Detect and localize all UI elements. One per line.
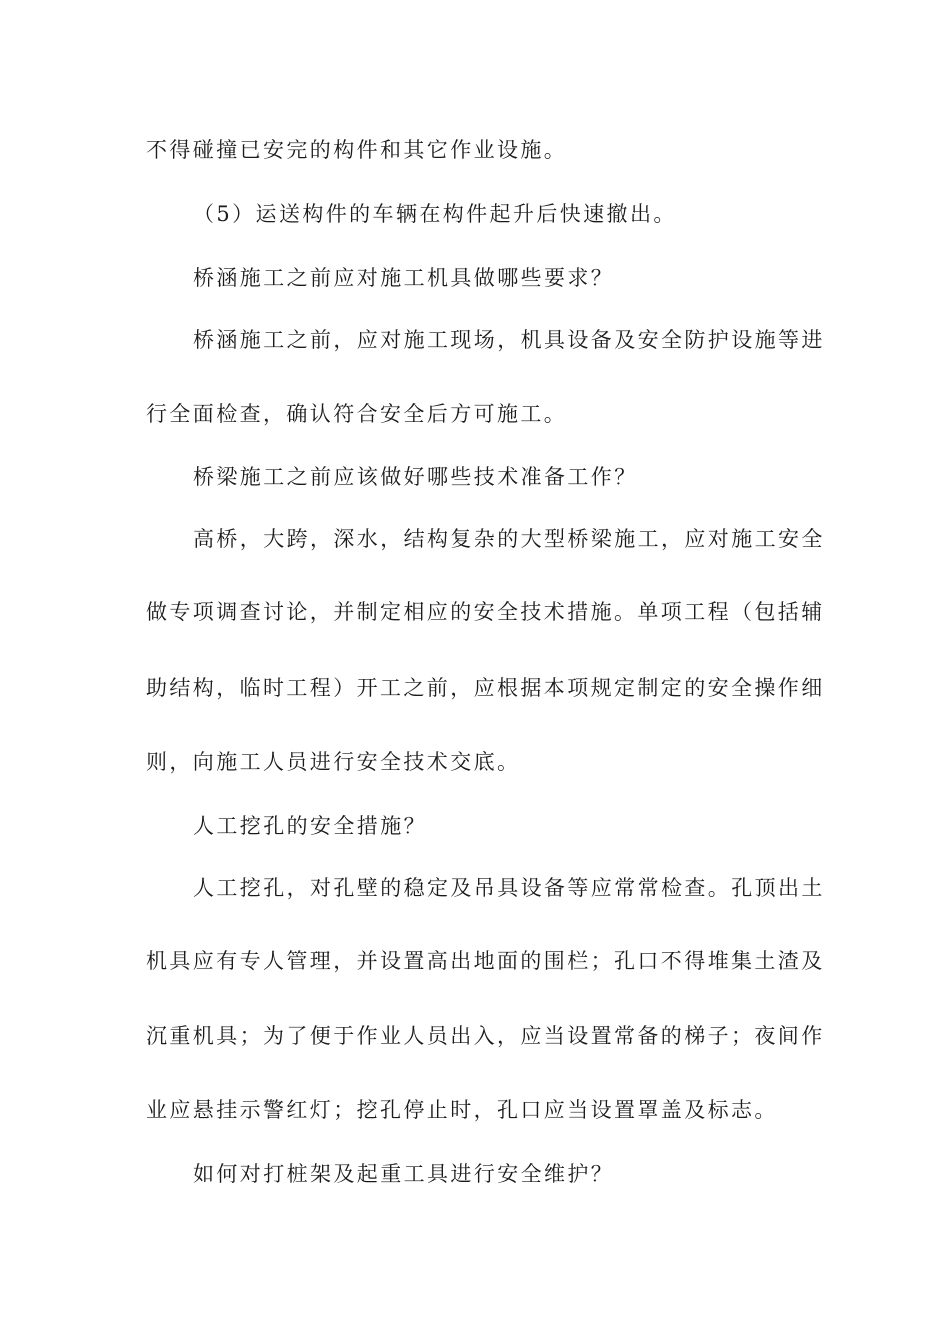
text-line: 做专项调查讨论，并制定相应的安全技术措施。单项工程（包括辅 [146,600,825,624]
text-line: 桥涵施工之前，应对施工现场，机具设备及安全防护设施等进 [193,328,825,352]
text-line: （5）运送构件的车辆在构件起升后快速撤出。 [193,202,677,226]
question-line: 桥涵施工之前应对施工机具做哪些要求？ [193,266,615,290]
question-line: 人工挖孔的安全措施？ [193,814,427,838]
text-line: 人工挖孔，对孔壁的稳定及吊具设备等应常常检查。孔顶出土 [193,876,825,900]
text-line: 业应悬挂示警红灯；挖孔停止时，孔口应当设置罩盖及标志。 [146,1098,778,1122]
text-line: 机具应有专人管理，并设置高出地面的围栏；孔口不得堆集土渣及 [146,949,825,973]
text-line: 助结构，临时工程）开工之前，应根据本项规定制定的安全操作细 [146,676,825,700]
question-line: 如何对打桩架及起重工具进行安全维护？ [193,1162,615,1186]
text-line: 沉重机具；为了便于作业人员出入，应当设置常备的梯子；夜间作 [146,1024,825,1048]
question-line: 桥梁施工之前应该做好哪些技术准备工作？ [193,465,638,489]
text-line: 高桥，大跨，深水，结构复杂的大型桥梁施工，应对施工安全 [193,527,825,551]
text-line: 行全面检查，确认符合安全后方可施工。 [146,402,568,426]
text-line: 则，向施工人员进行安全技术交底。 [146,750,521,774]
text-line: 不得碰撞已安完的构件和其它作业设施。 [146,138,568,162]
